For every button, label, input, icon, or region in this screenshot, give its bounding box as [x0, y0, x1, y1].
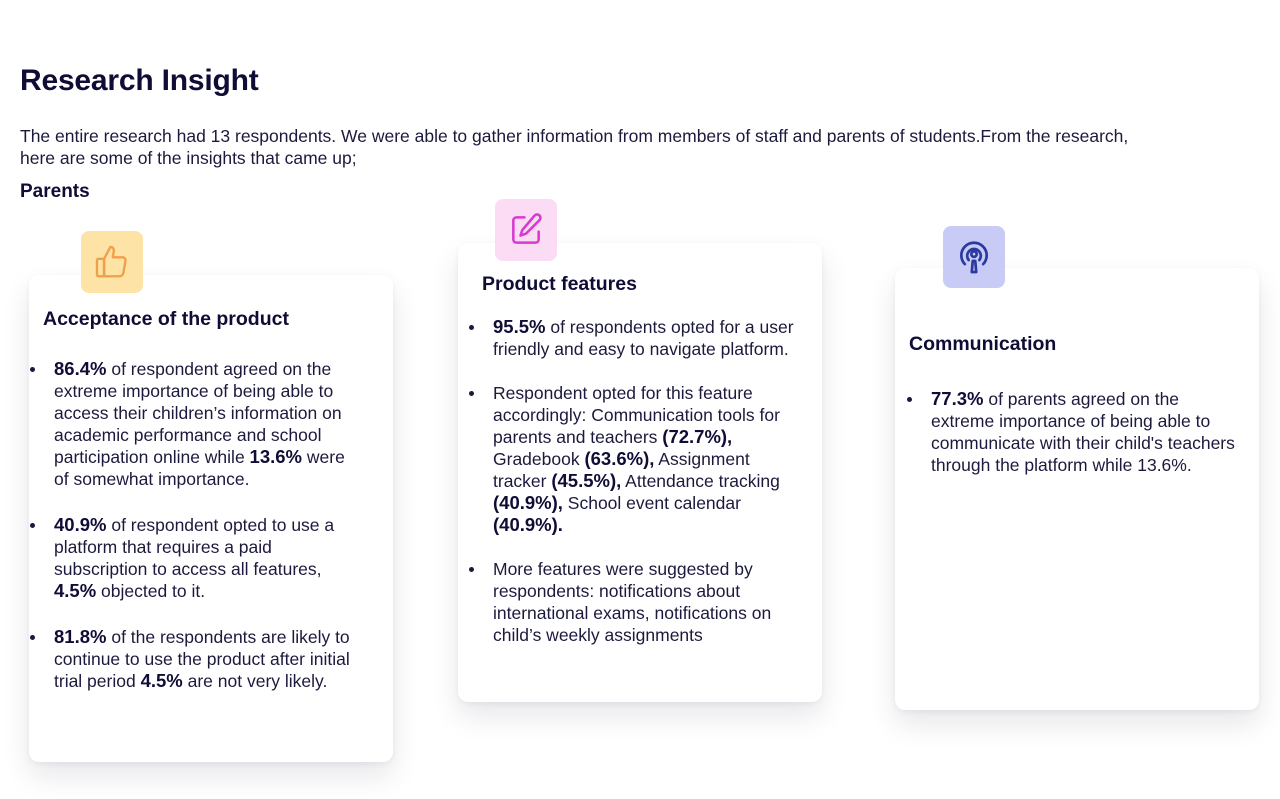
- list-item: 77.3% of parents agreed on the extreme importance of being able to communicate with their child's teachers through the platform while 13.6%.: [907, 388, 1237, 476]
- list-item: Respondent opted for this feature accordingly: Communication tools for parents and teachers (72.7%), Gradebook (63.6%), Assignment tracker (45.5%), Attendance tracking (40.9%), School event calendar (40.9%).: [469, 382, 804, 536]
- product-features-list: [469, 316, 804, 668]
- page-title: Research Insight: [20, 64, 259, 97]
- acceptance-list: [30, 358, 360, 716]
- section-heading-parents: Parents: [20, 181, 90, 202]
- podcast-icon: [943, 226, 1005, 288]
- card-title-acceptance: Acceptance of the product: [43, 308, 289, 330]
- card-title-communication: Communication: [909, 333, 1057, 355]
- edit-icon: [495, 199, 557, 261]
- card-title-product-features: Product features: [482, 273, 637, 295]
- list-item: 40.9% of respondent opted to use a platform that requires a paid subscription to access all features, 4.5% objected to it.: [30, 514, 360, 602]
- list-item: More features were suggested by respondents: notifications about international exams, notifications on child’s weekly assignments: [469, 558, 804, 646]
- list-item: 86.4% of respondent agreed on the extreme importance of being able to access their children’s information on academic performance and school participation online while 13.6% were of somewhat importance.: [30, 358, 360, 490]
- list-item: 95.5% of respondents opted for a user friendly and easy to navigate platform.: [469, 316, 804, 360]
- intro-paragraph: The entire research had 13 respondents. We were able to gather information from members of staff and parents of students.From the research, here are some of the insights that came up;: [20, 126, 1129, 168]
- communication-list: [907, 388, 1237, 500]
- thumbs-up-icon: [81, 231, 143, 293]
- list-item: 81.8% of the respondents are likely to continue to use the product after initial trial period 4.5% are not very likely.: [30, 626, 360, 692]
